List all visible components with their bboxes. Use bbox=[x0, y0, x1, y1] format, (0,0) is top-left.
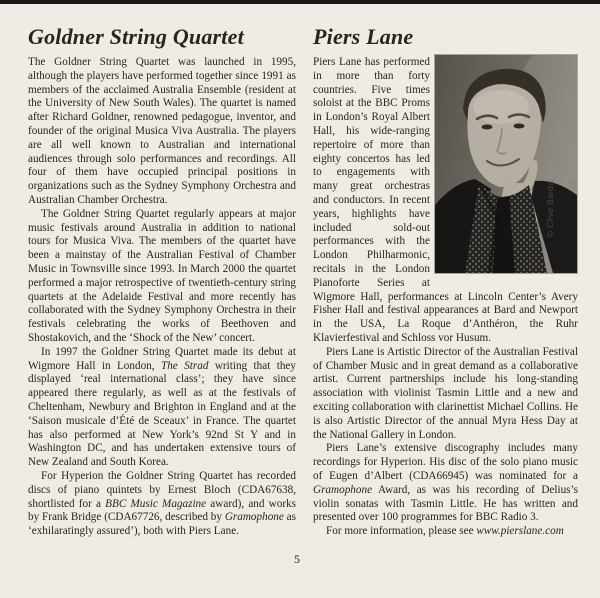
piers-paragraph-2 bbox=[313, 346, 578, 443]
text-segment: Gramophone bbox=[313, 483, 373, 496]
text-segment: The Strad bbox=[160, 359, 209, 372]
text-segment: In 1997 the Goldner String Quartet made its debut at Wigmore Hall in London, bbox=[28, 345, 296, 372]
text-segment: BBC Music Magazine bbox=[105, 497, 207, 510]
photo-credit: © Clive Barda bbox=[545, 180, 555, 238]
text-segment: www.pierslane.com bbox=[476, 525, 564, 538]
goldner-paragraph-1 bbox=[28, 56, 296, 208]
text-segment: For more information, please see bbox=[326, 525, 477, 538]
text-segment: as ‘exhilaratingly assured’), both with Piers Lane. bbox=[28, 511, 296, 538]
portrait-photo-frame bbox=[434, 54, 578, 274]
text-segment: writing that they displayed ‘real international class’; they have since appeared there regularly, as well as at the festivals of Cheltenham, Newbury and Brighton in England and at the ‘Saison musicale d’Été de Sceaux’ in France. The quartet has also performed at New York’s 92nd St Y and in Washington DC, and has undertaken extensive tours of New Zealand and South Korea. bbox=[28, 359, 296, 469]
goldner-heading: Goldner String Quartet bbox=[28, 24, 244, 49]
scan-top-edge bbox=[0, 0, 600, 4]
text-segment: The Goldner String Quartet regularly appears at major music festivals around Australia in addition to national tours for Musica Viva. The members of the quartet have been a mainstay of the Australian Festival of Chamber Music in Townsville since 1993. In March 2000 the quartet performed a major retrospective of twentieth-century string quartets at the Adelaide Festival and more recently has collaborated with the Sydney Symphony Orchestra in their festivals celebrating the works of Beethoven and Shostakovich, and the ‘Shock of the New’ concert. bbox=[28, 207, 296, 344]
piers-lane-column bbox=[313, 24, 578, 539]
portrait-photo-illustration bbox=[435, 55, 577, 273]
goldner-paragraph-3 bbox=[28, 346, 296, 470]
text-segment: award), and works by Frank Bridge (CDA67726, described by bbox=[28, 497, 297, 524]
piers-lane-heading: Piers Lane bbox=[313, 24, 414, 49]
piers-paragraph-3 bbox=[313, 442, 578, 525]
goldner-paragraph-2 bbox=[28, 208, 296, 346]
text-segment: Piers Lane has performed in more than forty countries. Five times soloist at the BBC Proms in London’s Royal Albert Hall, his wide-ranging repertoire of more than eighty concertos has led to engagements with many great orchestras and conductors. In recent years, highlights have included sold-out performances with the London Philharmonic, recitals in the London Pianoforte Series at Wigmore Hall, performances at Lincoln Center’s Avery Fisher Hall and festival appearances at Bard and Newport in the USA, La Roque d’Anthéron, the Ruhr Klavierfestival and Schloss vor Husum. bbox=[313, 56, 578, 344]
text-segment: Award, as was his recording of Delius’s violin sonatas with Tasmin Little. He has written and presented over 100 programmes for BBC Radio 3. bbox=[313, 483, 578, 524]
goldner-column bbox=[28, 24, 296, 539]
page-number: 5 bbox=[294, 552, 300, 566]
goldner-paragraph-4 bbox=[28, 470, 296, 539]
piers-paragraph-4 bbox=[313, 525, 578, 539]
text-segment: Piers Lane is Artistic Director of the Australian Festival of Chamber Music and in great demand as a collaborative artist. Current partnerships include his long-standing association with violinist Tasmin Little and a new and exciting collaboration with clarinettist Michael Collins. He is also Artistic Director of the annual Myra Hess Day at the National Gallery in London. bbox=[313, 345, 578, 441]
text-segment: Gramophone bbox=[224, 511, 284, 524]
piers-lane-photo bbox=[434, 54, 578, 274]
text-segment: For Hyperion the Goldner String Quartet has recorded discs of piano quintets by Ernest Bloch (CDA67638, shortlisted for a bbox=[28, 469, 296, 510]
text-segment: The Goldner String Quartet was launched in 1995, although the players have performed together since 1991 as members of the acclaimed Australia Ensemble (resident at the University of New South Wales). The quartet is named after Richard Goldner, renowned pedagogue, inventor, and founder of the original Musica Viva Australia. The players are all well known to Australian and international audiences through solo performances and recordings. All four of them have occupied principal positions in organizations such as the Sydney Symphony Orchestra and Australian Chamber Orchestra. bbox=[28, 56, 296, 206]
text-segment: Piers Lane’s extensive discography includes many recordings for Hyperion. His disc of the solo piano music of Eugen d’Albert (CDA66945) was nominated for a bbox=[313, 442, 578, 482]
